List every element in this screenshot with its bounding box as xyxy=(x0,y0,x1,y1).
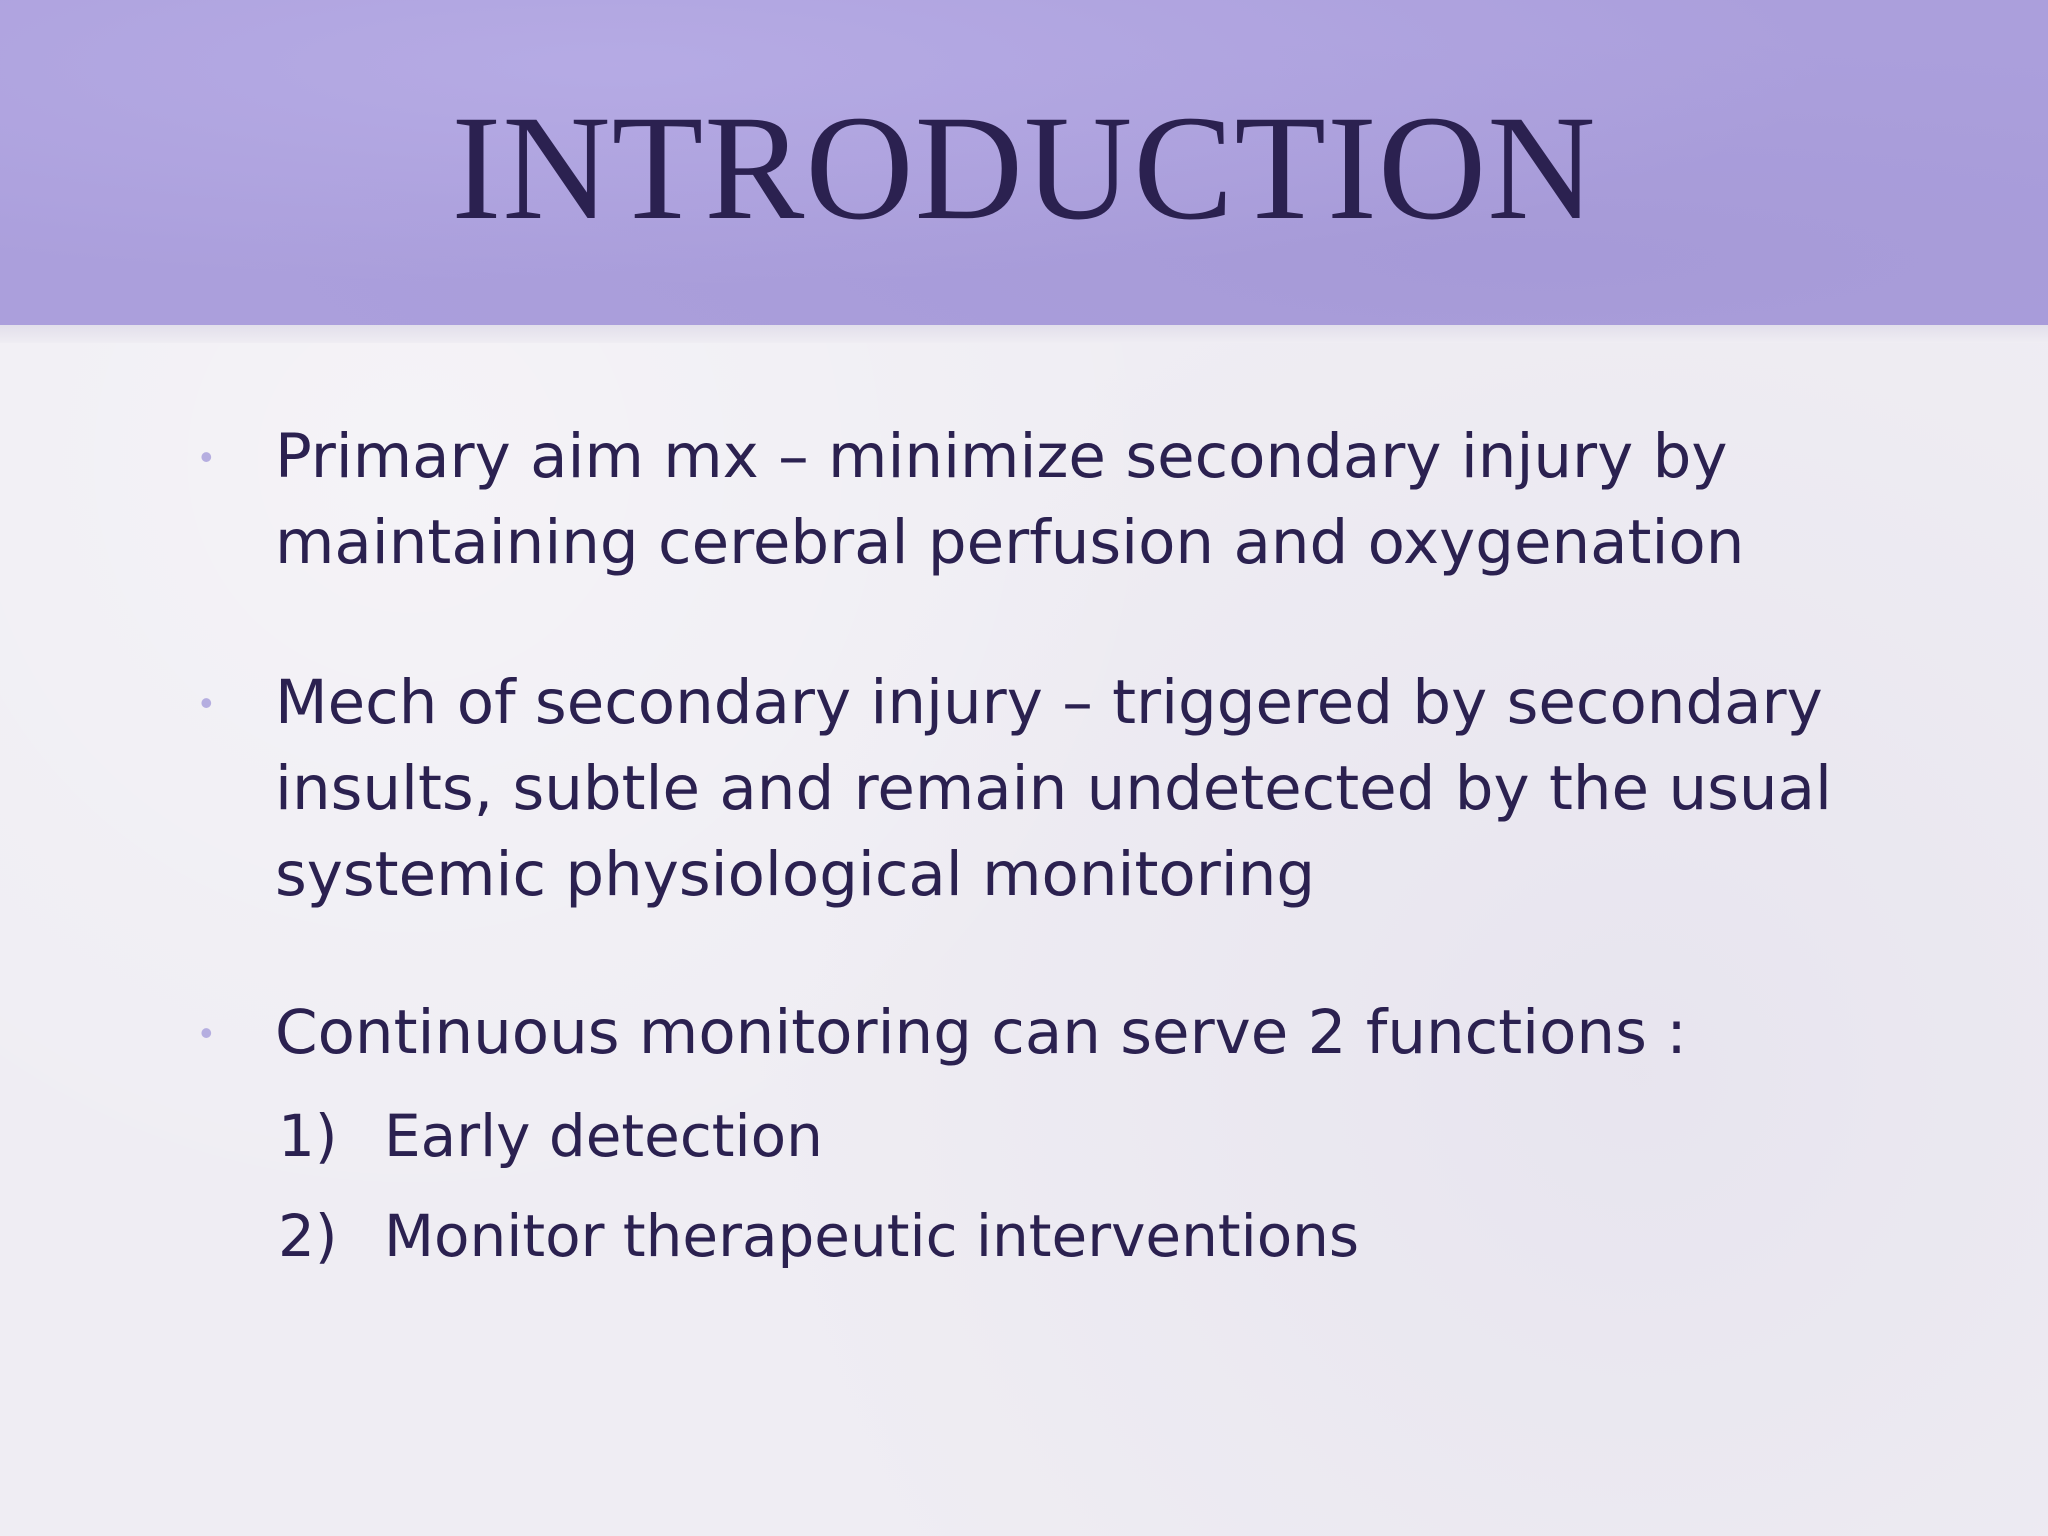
bullet-line: systemic physiological monitoring xyxy=(275,839,1316,910)
bullet-dot-icon: • xyxy=(200,682,213,723)
bullet-dot-icon: • xyxy=(200,1012,213,1053)
bullet-item-mechanism xyxy=(275,660,1895,918)
bullet-line: insults, subtle and remain undetected by the usual xyxy=(275,753,1832,824)
bullet-dot-icon: • xyxy=(200,436,213,477)
bullet-item-continuous-monitoring xyxy=(275,990,1895,1076)
bullet-line: Continuous monitoring can serve 2 functions : xyxy=(275,997,1687,1068)
subitem-monitor-interventions: Monitor therapeutic interventions xyxy=(384,1202,1360,1270)
bullet-item-primary-aim xyxy=(275,414,1895,586)
subitem-early-detection: Early detection xyxy=(384,1102,823,1170)
subitem-number: 1) xyxy=(278,1102,338,1170)
subitem-number: 2) xyxy=(278,1202,338,1270)
bullet-line: Primary aim mx – minimize secondary injury by xyxy=(275,421,1728,492)
bullet-line: Mech of secondary injury – triggered by secondary xyxy=(275,667,1823,738)
slide-title: INTRODUCTION xyxy=(451,85,1597,251)
bullet-line: maintaining cerebral perfusion and oxygenation xyxy=(275,507,1745,578)
